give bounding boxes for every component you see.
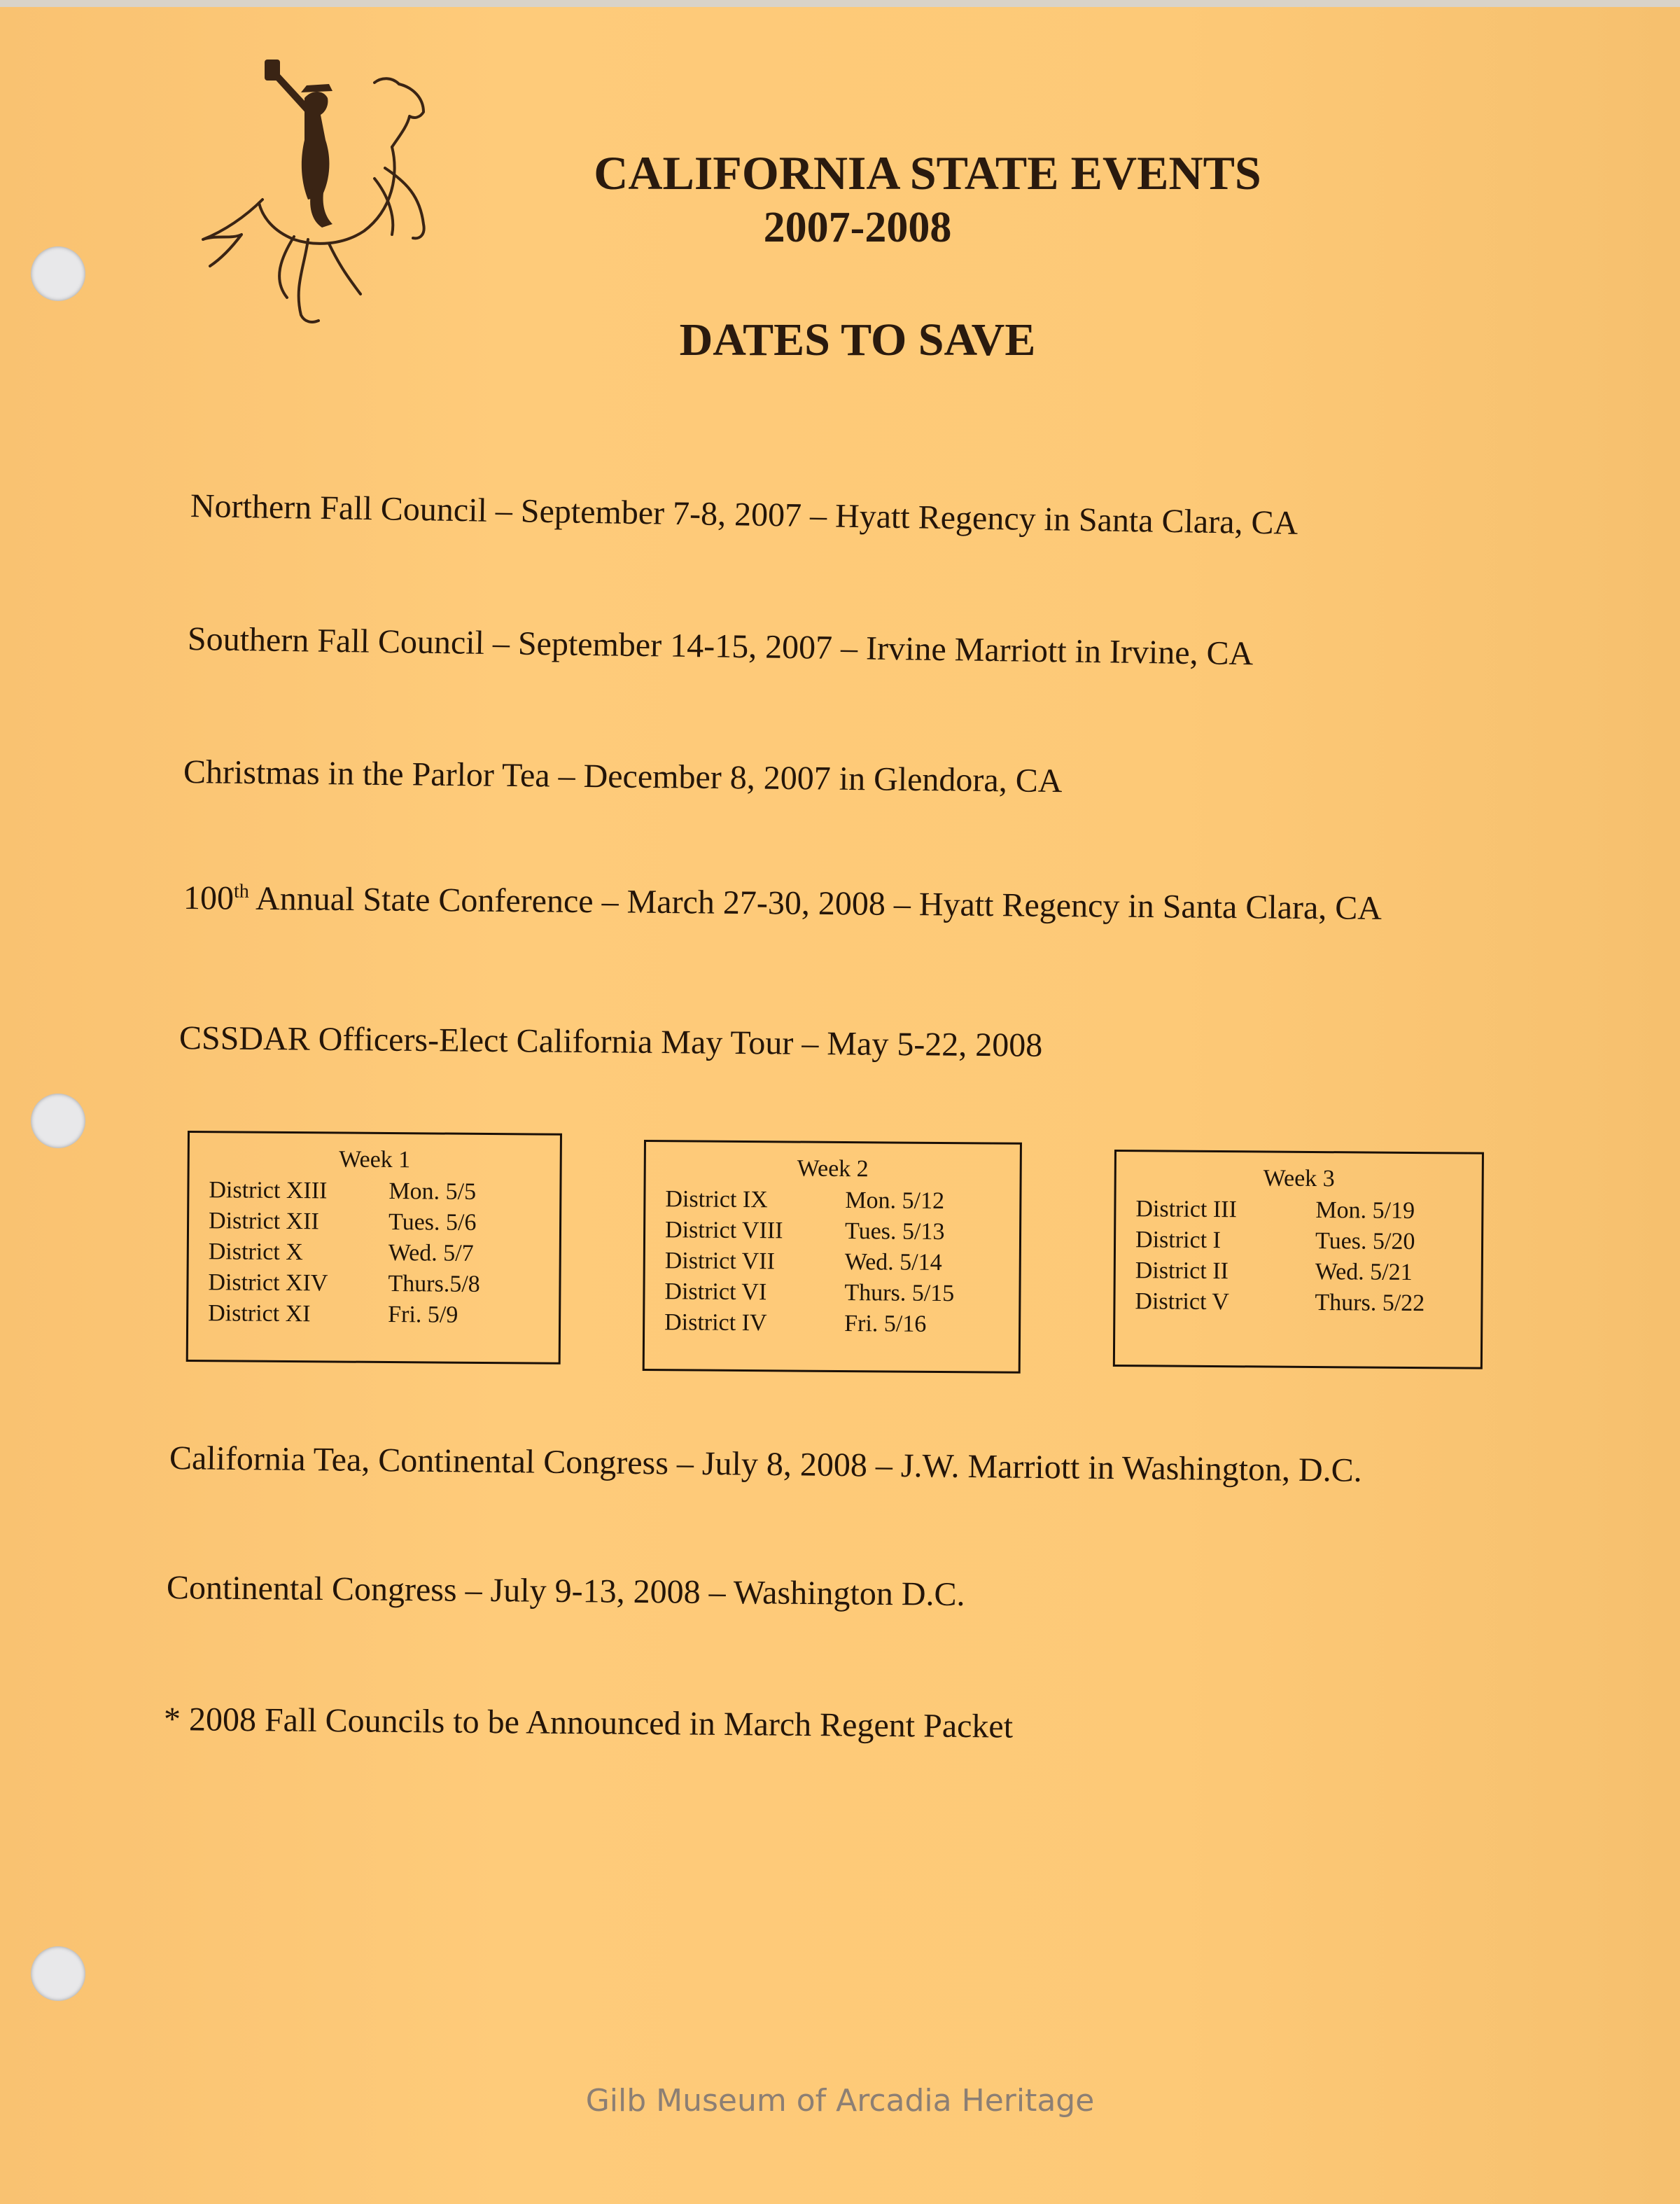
museum-credit: Gilb Museum of Arcadia Heritage — [585, 2083, 1095, 2119]
event-southern-fall-council: Southern Fall Council – September 14-15, 2007 – Irvine Marriott in Irvine, CA — [187, 620, 1254, 673]
punch-hole-bottom — [31, 1946, 85, 2001]
week-2-title: Week 2 — [797, 1155, 869, 1183]
dates-to-save-heading: DATES TO SAVE — [679, 314, 1036, 365]
visit-date: Tues. 5/6 — [388, 1209, 477, 1236]
visit-date: Mon. 5/19 — [1315, 1197, 1415, 1224]
week-2-row — [645, 1215, 1019, 1248]
district-name: District IV — [664, 1309, 767, 1337]
week-3-row — [1116, 1225, 1481, 1258]
district-name: District X — [208, 1239, 303, 1266]
week-1-row — [189, 1175, 559, 1208]
week-1-row — [189, 1236, 559, 1270]
visit-date: Wed. 5/21 — [1315, 1259, 1413, 1285]
visit-date: Thurs. 5/15 — [844, 1280, 955, 1307]
week-2-box — [643, 1140, 1022, 1374]
week-2-row — [645, 1307, 1018, 1341]
visit-date: Tues. 5/13 — [844, 1218, 945, 1246]
week-1-row — [188, 1298, 559, 1332]
visit-date: Wed. 5/14 — [844, 1249, 942, 1276]
event-continental-congress: Continental Congress – July 9-13, 2008 – Washington D.C. — [166, 1569, 965, 1613]
district-name: District V — [1135, 1288, 1230, 1316]
visit-date: Tues. 5/20 — [1315, 1228, 1415, 1255]
week-2-row — [645, 1184, 1019, 1218]
week-1-row — [189, 1206, 559, 1239]
district-name: District VIII — [664, 1217, 783, 1244]
punch-hole-top — [31, 246, 85, 301]
week-3-box — [1113, 1150, 1484, 1369]
week-1-title: Week 1 — [339, 1146, 411, 1173]
week-1-box — [186, 1131, 562, 1365]
district-name: District II — [1135, 1257, 1229, 1285]
document-years: 2007-2008 — [763, 204, 952, 251]
district-name: District XI — [208, 1300, 311, 1327]
district-name: District IX — [665, 1186, 768, 1213]
visit-date: Wed. 5/7 — [388, 1240, 474, 1267]
district-name: District VI — [664, 1278, 767, 1306]
district-name: District XII — [208, 1208, 319, 1235]
document-title: CALIFORNIA STATE EVENTS — [594, 146, 1261, 200]
week-3-title: Week 3 — [1263, 1165, 1335, 1192]
event-state-conference-ordinal: th — [233, 880, 250, 902]
week-2-row — [645, 1276, 1018, 1310]
scan-top-edge — [0, 0, 1680, 7]
week-3-row — [1116, 1255, 1481, 1289]
note-fall-councils: * 2008 Fall Councils to be Announced in March Regent Packet — [163, 1701, 1014, 1745]
visit-date: Thurs. 5/22 — [1315, 1290, 1425, 1317]
visit-date: Mon. 5/5 — [388, 1178, 477, 1205]
week-3-row — [1116, 1194, 1481, 1227]
week-1-row — [188, 1267, 559, 1301]
district-name: District VII — [664, 1248, 775, 1275]
district-name: District III — [1135, 1196, 1237, 1223]
punch-hole-middle — [31, 1094, 85, 1148]
event-christmas-parlor-tea: Christmas in the Parlor Tea – December 8, 2007 in Glendora, CA — [183, 753, 1063, 800]
district-name: District XIV — [208, 1269, 328, 1297]
event-state-conference-text: Annual State Conference – March 27-30, 2008 – Hyatt Regency in Santa Clara, CA — [248, 879, 1382, 927]
visit-date: Fri. 5/9 — [388, 1302, 458, 1328]
event-may-tour: CSSDAR Officers-Elect California May Tour – May 5-22, 2008 — [178, 1019, 1043, 1064]
visit-date: Fri. 5/16 — [844, 1311, 927, 1337]
week-3-row — [1115, 1286, 1480, 1320]
week-2-row — [645, 1246, 1019, 1279]
event-northern-fall-council: Northern Fall Council – September 7-8, 2007 – Hyatt Regency in Santa Clara, CA — [190, 487, 1298, 542]
district-name: District I — [1135, 1227, 1222, 1254]
district-name: District XIII — [209, 1177, 328, 1204]
event-california-tea: California Tea, Continental Congress – July 8, 2008 – J.W. Marriott in Washington, D.C. — [169, 1439, 1362, 1489]
event-state-conference-number: 100 — [183, 879, 234, 917]
visit-date: Thurs.5/8 — [388, 1271, 480, 1297]
visit-date: Mon. 5/12 — [845, 1187, 945, 1214]
